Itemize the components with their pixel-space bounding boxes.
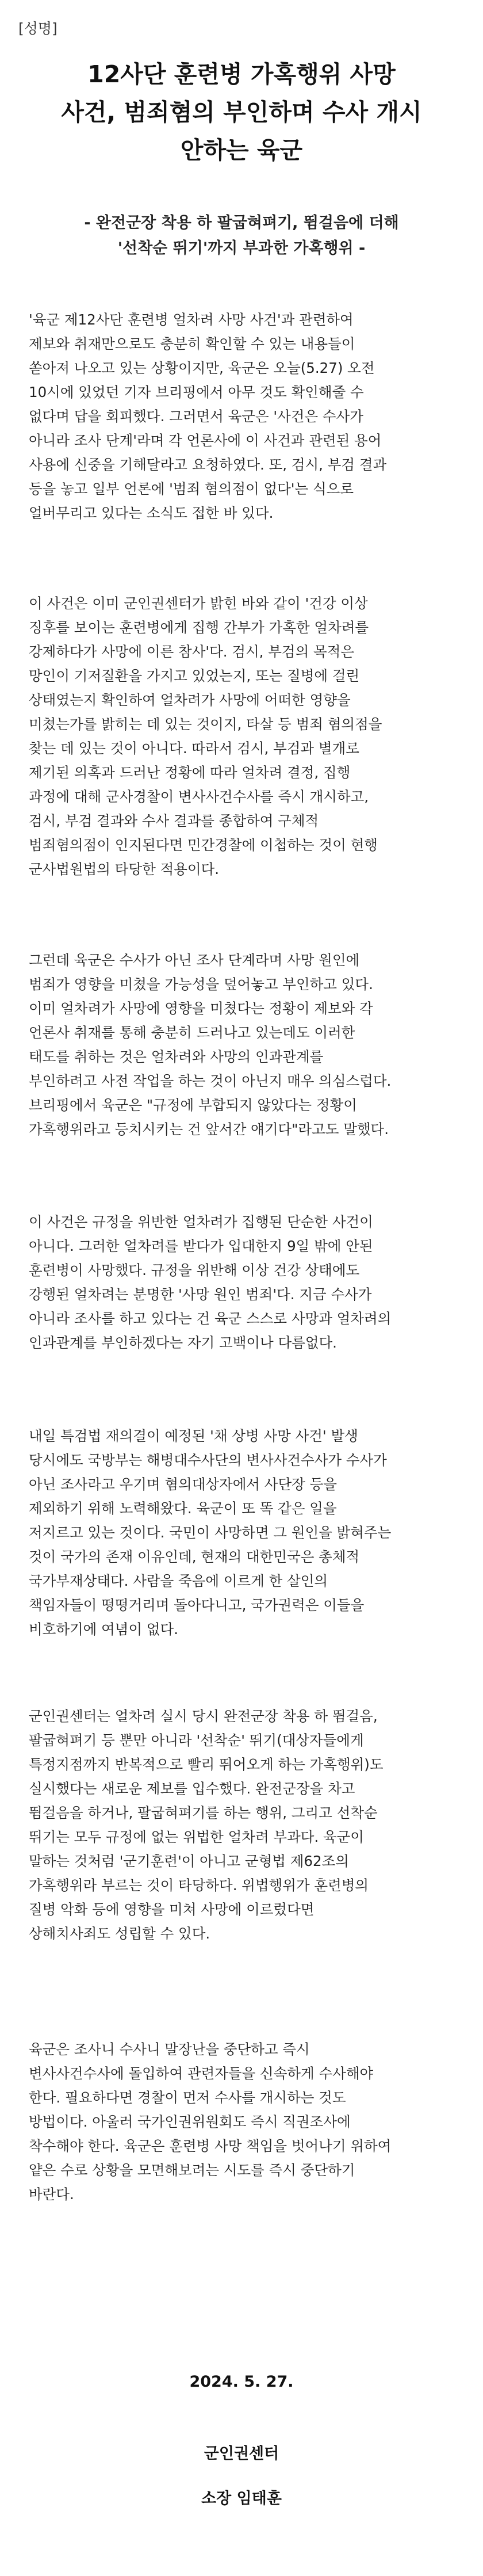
paragraph-line: 제외하기 위해 노력해왔다. 육군이 또 똑 같은 일을 — [29, 1500, 337, 1517]
title-line: 사건, 범죄혐의 부인하며 수사 개시 — [61, 98, 422, 126]
signer-name: 소장 임태훈 — [201, 2490, 282, 2508]
subtitle-line: '선착순 뛰기'까지 부과한 가혹행위 - — [117, 239, 366, 257]
paragraph-line: 강제하다가 사망에 이른 참사'다. 검시, 부검의 목적은 — [29, 643, 355, 660]
body-paragraph — [29, 591, 466, 881]
paragraph-line: 국가부재상태다. 사람을 죽음에 이르게 한 살인의 — [29, 1573, 328, 1589]
paragraph-line: 팔굽혀펴기 등 뿐만 아니라 '선착순' 뛰기(대상자들에게 — [29, 1732, 364, 1749]
statement-date: 2024. 5. 27. — [189, 2373, 294, 2391]
paragraph-line: 과정에 대해 군사경찰이 변사사건수사를 즉시 개시하고, — [29, 788, 369, 805]
organization-name: 군인권센터 — [204, 2445, 279, 2463]
paragraph-line: 상해치사죄도 성립할 수 있다. — [29, 1925, 210, 1942]
paragraph-line: 책임자들이 떵떵거리며 돌아다니고, 국가권력은 이들을 — [29, 1597, 365, 1613]
body-paragraph — [29, 1210, 466, 1355]
title-line: 12사단 훈련병 가혹행위 사망 — [87, 60, 396, 88]
paragraph-line: 육군은 조사니 수사니 말장난을 중단하고 즉시 — [29, 2041, 310, 2058]
page-title — [0, 55, 483, 169]
paragraph-line: 등을 놓고 일부 언론에 '범죄 혐의점이 없다'는 식으로 — [29, 480, 354, 497]
paragraph-line: 제기된 의혹과 드러난 정황에 따라 얼차려 결정, 집행 — [29, 764, 351, 781]
paragraph-line: 상태였는지 확인하여 얼차려가 사망에 어떠한 영향을 — [29, 692, 351, 708]
paragraph-line: 당시에도 국방부는 해병대수사단의 변사사건수사가 수사가 — [29, 1452, 387, 1468]
paragraph-line: 미쳤는가를 밝히는 데 있는 것이지, 타살 등 범죄 혐의점을 — [29, 716, 382, 732]
paragraph-line: 아니라 조사를 하고 있다는 건 육군 스스로 사망과 얼차려의 — [29, 1310, 392, 1327]
paragraph-line: 인과관계를 부인하겠다는 자기 고백이나 다름없다. — [29, 1334, 337, 1351]
paragraph-line: 뜀걸음을 하거나, 팔굽혀펴기를 하는 행위, 그리고 선착순 — [29, 1804, 378, 1821]
paragraph-line: 얼버무리고 있다는 소식도 접한 바 있다. — [29, 505, 274, 521]
paragraph-line: 얕은 수로 상황을 모면해보려는 시도를 즉시 중단하기 — [29, 2162, 355, 2178]
paragraph-line: 아니다. 그러한 얼차려를 받다가 입대한지 9일 밖에 안된 — [29, 1238, 373, 1254]
paragraph-line: 부인하려고 사전 작업을 하는 것이 아닌지 매우 의심스럽다. — [29, 1073, 392, 1089]
paragraph-line: 없다며 답을 회피했다. 그러면서 육군은 '사건은 수사가 — [29, 408, 363, 425]
paragraph-line: '육군 제12사단 훈련병 얼차려 사망 사건'과 관련하여 — [29, 311, 354, 328]
paragraph-line: 검시, 부검 결과와 수사 결과를 종합하여 구체적 — [29, 812, 319, 829]
paragraph-line: 언론사 취재를 통해 충분히 드러나고 있는데도 이러한 — [29, 1024, 355, 1041]
paragraph-line: 10시에 있었던 기자 브리핑에서 아무 것도 확인해줄 수 — [29, 384, 364, 400]
paragraph-line: 실시했다는 새로운 제보를 입수했다. 완전군장을 차고 — [29, 1780, 355, 1797]
paragraph-line: 사용에 신중을 기해달라고 요청하였다. 또, 검시, 부검 결과 — [29, 456, 387, 473]
paragraph-line: 브리핑에서 육군은 "규정에 부합되지 않았다는 정황이 — [29, 1097, 357, 1113]
paragraph-line: 찾는 데 있는 것이 아니다. 따라서 검시, 부검과 별개로 — [29, 740, 359, 757]
body-paragraph — [29, 948, 466, 1142]
paragraph-line: 가혹행위라 부르는 것이 타당하다. 위법행위가 훈련병의 — [29, 1877, 369, 1894]
paragraph-line: 변사사건수사에 돌입하여 관련자들을 신속하게 수사해야 — [29, 2065, 374, 2082]
paragraph-line: 뛰기는 모두 규정에 없는 위법한 얼차려 부과다. 육군이 — [29, 1829, 364, 1845]
paragraph-line: 말하는 것처럼 '군기훈련'이 아니고 군형법 제62조의 — [29, 1853, 349, 1869]
paragraph-line: 범죄혐의점이 인지된다면 민간경찰에 이첩하는 것이 현행 — [29, 837, 378, 853]
paragraph-line: 이미 얼차려가 사망에 영향을 미쳤다는 정황이 제보와 각 — [29, 1000, 373, 1017]
body-paragraph — [29, 1424, 466, 1642]
paragraph-line: 쏟아져 나오고 있는 상황이지만, 육군은 오늘(5.27) 오전 — [29, 360, 375, 376]
paragraph-line: 아닌 조사라고 우기며 혐의대상자에서 사단장 등을 — [29, 1476, 337, 1493]
paragraph-line: 가혹행위라고 등치시키는 건 앞서간 얘기다"라고도 말했다. — [29, 1121, 389, 1138]
paragraph-line: 강행된 얼차려는 분명한 '사망 원인 범죄'다. 지금 수사가 — [29, 1286, 372, 1303]
paragraph-line: 태도를 취하는 것은 얼차려와 사망의 인과관계를 — [29, 1048, 324, 1065]
paragraph-line: 징후를 보이는 훈련병에게 집행 간부가 가혹한 얼차려를 — [29, 619, 369, 636]
page-subtitle — [0, 211, 483, 261]
paragraph-line: 특정지점까지 반복적으로 빨리 뛰어오게 하는 가혹행위)도 — [29, 1756, 384, 1773]
paragraph-line: 망인이 기저질환을 가지고 있었는지, 또는 질병에 걸린 — [29, 667, 360, 684]
paragraph-line: 것이 국가의 존재 이유인데, 현재의 대한민국은 총체적 — [29, 1548, 360, 1565]
paragraph-line: 제보와 취재만으로도 충분히 확인할 수 있는 내용들이 — [29, 335, 355, 352]
paragraph-line: 내일 특검법 재의결이 예정된 '채 상병 사망 사건' 발생 — [29, 1428, 358, 1444]
paragraph-line: 군사법원법의 타당한 적용이다. — [29, 861, 220, 877]
paragraph-line: 이 사건은 이미 군인권센터가 밝힌 바와 같이 '건강 이상 — [29, 595, 368, 612]
subtitle-line: - 완전군장 착용 하 팔굽혀펴기, 뜀걸음에 더해 — [84, 214, 399, 232]
paragraph-line: 비호하기에 여념이 없다. — [29, 1621, 179, 1638]
body-paragraph — [29, 308, 466, 525]
paragraph-line: 그런데 육군은 수사가 아닌 조사 단계라며 사망 원인에 — [29, 952, 360, 968]
paragraph-line: 범죄가 영향을 미쳤을 가능성을 덮어놓고 부인하고 있다. — [29, 976, 373, 993]
paragraph-line: 군인권센터는 얼차려 실시 당시 완전군장 착용 하 뜀걸음, — [29, 1708, 378, 1724]
body-paragraph — [29, 1704, 466, 1946]
paragraph-line: 이 사건은 규정을 위반한 얼차려가 집행된 단순한 사건이 — [29, 1213, 373, 1230]
paragraph-line: 훈련병이 사망했다. 규정을 위반해 이상 건강 상태에도 — [29, 1262, 360, 1279]
paragraph-line: 착수해야 한다. 육군은 훈련병 사망 책임을 벗어나기 위하여 — [29, 2138, 392, 2154]
paragraph-line: 방법이다. 아울러 국가인권위원회도 즉시 직권조사에 — [29, 2113, 351, 2130]
paragraph-line: 질병 악화 등에 영향을 미쳐 사망에 이르렀다면 — [29, 1901, 315, 1918]
statement-tag: [성명] — [18, 20, 57, 37]
paragraph-line: 저지르고 있는 것이다. 국민이 사망하면 그 원인을 밝혀주는 — [29, 1524, 392, 1541]
body-paragraph — [29, 2037, 466, 2207]
paragraph-line: 한다. 필요하다면 경찰이 먼저 수사를 개시하는 것도 — [29, 2089, 346, 2106]
title-line: 안하는 육군 — [180, 136, 303, 164]
paragraph-line: 바란다. — [29, 2186, 74, 2203]
paragraph-line: 아니라 조사 단계'라며 각 언론사에 이 사건과 관련된 용어 — [29, 432, 382, 449]
